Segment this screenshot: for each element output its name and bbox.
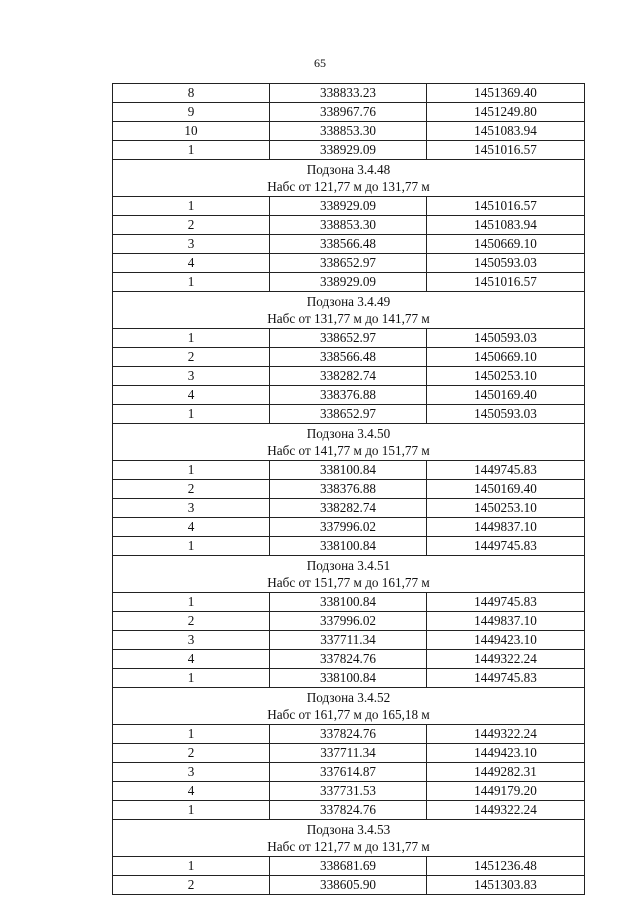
table-row: [113, 273, 585, 292]
point-number-cell: 1: [113, 141, 270, 160]
y-coordinate-cell: 1449423.10: [427, 631, 585, 650]
table-row: [113, 631, 585, 650]
x-coordinate-cell: 338566.48: [270, 348, 427, 367]
point-number-cell: 10: [113, 122, 270, 141]
y-coordinate-cell: 1450669.10: [427, 235, 585, 254]
point-number-cell: 3: [113, 763, 270, 782]
y-coordinate-cell: 1451369.40: [427, 84, 585, 103]
y-coordinate-cell: 1451083.94: [427, 216, 585, 235]
table-row: [113, 386, 585, 405]
table-row: [113, 216, 585, 235]
point-number-cell: 1: [113, 801, 270, 820]
table-row: [113, 744, 585, 763]
point-number-cell: 3: [113, 499, 270, 518]
x-coordinate-cell: 337824.76: [270, 650, 427, 669]
coordinates-table: [112, 83, 585, 895]
table-row: [113, 763, 585, 782]
table-row: [113, 405, 585, 424]
point-number-cell: 1: [113, 537, 270, 556]
x-coordinate-cell: 338376.88: [270, 480, 427, 499]
y-coordinate-cell: 1451016.57: [427, 141, 585, 160]
subzone-header-row: [113, 424, 585, 461]
subzone-header-row: [113, 556, 585, 593]
x-coordinate-cell: 337731.53: [270, 782, 427, 801]
point-number-cell: 2: [113, 480, 270, 499]
table-row: [113, 480, 585, 499]
table-row: [113, 650, 585, 669]
y-coordinate-cell: 1451249.80: [427, 103, 585, 122]
subzone-header-row: [113, 820, 585, 857]
subzone-header: [113, 556, 585, 593]
y-coordinate-cell: 1451083.94: [427, 122, 585, 141]
point-number-cell: 1: [113, 461, 270, 480]
x-coordinate-cell: 338967.76: [270, 103, 427, 122]
y-coordinate-cell: 1451016.57: [427, 273, 585, 292]
x-coordinate-cell: 338100.84: [270, 461, 427, 480]
point-number-cell: 4: [113, 650, 270, 669]
y-coordinate-cell: 1450169.40: [427, 480, 585, 499]
subzone-height-range: Набс от 161,77 м до 165,18 м: [267, 707, 430, 722]
table-row: [113, 782, 585, 801]
subzone-header-row: [113, 292, 585, 329]
x-coordinate-cell: 338681.69: [270, 857, 427, 876]
x-coordinate-cell: 338929.09: [270, 197, 427, 216]
x-coordinate-cell: 338929.09: [270, 273, 427, 292]
x-coordinate-cell: 338566.48: [270, 235, 427, 254]
point-number-cell: 1: [113, 669, 270, 688]
point-number-cell: 4: [113, 386, 270, 405]
page-number: 65: [314, 56, 326, 70]
x-coordinate-cell: 337996.02: [270, 518, 427, 537]
table-body: [113, 84, 585, 895]
y-coordinate-cell: 1450253.10: [427, 499, 585, 518]
table-row: [113, 612, 585, 631]
subzone-title: Подзона 3.4.53: [306, 822, 391, 837]
point-number-cell: 4: [113, 518, 270, 537]
x-coordinate-cell: 337614.87: [270, 763, 427, 782]
point-number-cell: 2: [113, 348, 270, 367]
subzone-header: [113, 820, 585, 857]
x-coordinate-cell: 338282.74: [270, 367, 427, 386]
subzone-title: Подзона 3.4.50: [306, 426, 391, 441]
subzone-header: [113, 292, 585, 329]
point-number-cell: 2: [113, 876, 270, 895]
point-number-cell: 1: [113, 273, 270, 292]
subzone-height-range: Набс от 141,77 м до 151,77 м: [267, 443, 430, 458]
x-coordinate-cell: 338929.09: [270, 141, 427, 160]
x-coordinate-cell: 338833.23: [270, 84, 427, 103]
y-coordinate-cell: 1450593.03: [427, 329, 585, 348]
x-coordinate-cell: 338376.88: [270, 386, 427, 405]
table-row: [113, 593, 585, 612]
y-coordinate-cell: 1449179.20: [427, 782, 585, 801]
point-number-cell: 1: [113, 329, 270, 348]
subzone-header: [113, 424, 585, 461]
y-coordinate-cell: 1450253.10: [427, 367, 585, 386]
subzone-height-range: Набс от 121,77 м до 131,77 м: [267, 179, 430, 194]
x-coordinate-cell: 338853.30: [270, 216, 427, 235]
y-coordinate-cell: 1451016.57: [427, 197, 585, 216]
x-coordinate-cell: 337711.34: [270, 631, 427, 650]
table-row: [113, 537, 585, 556]
x-coordinate-cell: 338605.90: [270, 876, 427, 895]
subzone-title: Подзона 3.4.51: [306, 558, 391, 573]
point-number-cell: 3: [113, 631, 270, 650]
point-number-cell: 9: [113, 103, 270, 122]
y-coordinate-cell: 1449423.10: [427, 744, 585, 763]
subzone-height-range: Набс от 121,77 м до 131,77 м: [267, 839, 430, 854]
table-row: [113, 254, 585, 273]
y-coordinate-cell: 1449837.10: [427, 612, 585, 631]
point-number-cell: 1: [113, 197, 270, 216]
point-number-cell: 4: [113, 782, 270, 801]
point-number-cell: 1: [113, 405, 270, 424]
point-number-cell: 2: [113, 744, 270, 763]
y-coordinate-cell: 1449745.83: [427, 669, 585, 688]
y-coordinate-cell: 1450169.40: [427, 386, 585, 405]
table-row: [113, 367, 585, 386]
point-number-cell: 1: [113, 857, 270, 876]
point-number-cell: 8: [113, 84, 270, 103]
table-row: [113, 141, 585, 160]
y-coordinate-cell: 1450593.03: [427, 405, 585, 424]
x-coordinate-cell: 338100.84: [270, 593, 427, 612]
x-coordinate-cell: 338282.74: [270, 499, 427, 518]
x-coordinate-cell: 337824.76: [270, 801, 427, 820]
table-row: [113, 84, 585, 103]
table-row: [113, 669, 585, 688]
subzone-header-row: [113, 688, 585, 725]
point-number-cell: 2: [113, 612, 270, 631]
subzone-height-range: Набс от 151,77 м до 161,77 м: [267, 575, 430, 590]
y-coordinate-cell: 1449282.31: [427, 763, 585, 782]
table-row: [113, 235, 585, 254]
subzone-title: Подзона 3.4.49: [306, 294, 391, 309]
subzone-header-row: [113, 160, 585, 197]
subzone-header: [113, 688, 585, 725]
x-coordinate-cell: 338100.84: [270, 537, 427, 556]
y-coordinate-cell: 1449745.83: [427, 461, 585, 480]
table-row: [113, 348, 585, 367]
x-coordinate-cell: 337711.34: [270, 744, 427, 763]
point-number-cell: 1: [113, 593, 270, 612]
point-number-cell: 4: [113, 254, 270, 273]
table-row: [113, 725, 585, 744]
subzone-header: [113, 160, 585, 197]
table-row: [113, 197, 585, 216]
x-coordinate-cell: 338652.97: [270, 329, 427, 348]
y-coordinate-cell: 1450669.10: [427, 348, 585, 367]
x-coordinate-cell: 338652.97: [270, 405, 427, 424]
y-coordinate-cell: 1449322.24: [427, 650, 585, 669]
x-coordinate-cell: 337824.76: [270, 725, 427, 744]
y-coordinate-cell: 1449322.24: [427, 725, 585, 744]
table-row: [113, 329, 585, 348]
y-coordinate-cell: 1451303.83: [427, 876, 585, 895]
point-number-cell: 2: [113, 216, 270, 235]
table-row: [113, 461, 585, 480]
table-row: [113, 518, 585, 537]
y-coordinate-cell: 1449745.83: [427, 537, 585, 556]
y-coordinate-cell: 1450593.03: [427, 254, 585, 273]
table-row: [113, 857, 585, 876]
subzone-title: Подзона 3.4.48: [306, 162, 391, 177]
table-row: [113, 801, 585, 820]
point-number-cell: 1: [113, 725, 270, 744]
table-row: [113, 499, 585, 518]
x-coordinate-cell: 338652.97: [270, 254, 427, 273]
y-coordinate-cell: 1449837.10: [427, 518, 585, 537]
table-row: [113, 876, 585, 895]
point-number-cell: 3: [113, 367, 270, 386]
x-coordinate-cell: 337996.02: [270, 612, 427, 631]
x-coordinate-cell: 338853.30: [270, 122, 427, 141]
y-coordinate-cell: 1449745.83: [427, 593, 585, 612]
y-coordinate-cell: 1449322.24: [427, 801, 585, 820]
x-coordinate-cell: 338100.84: [270, 669, 427, 688]
point-number-cell: 3: [113, 235, 270, 254]
table-row: [113, 122, 585, 141]
subzone-title: Подзона 3.4.52: [306, 690, 391, 705]
subzone-height-range: Набс от 131,77 м до 141,77 м: [267, 311, 430, 326]
y-coordinate-cell: 1451236.48: [427, 857, 585, 876]
table-row: [113, 103, 585, 122]
